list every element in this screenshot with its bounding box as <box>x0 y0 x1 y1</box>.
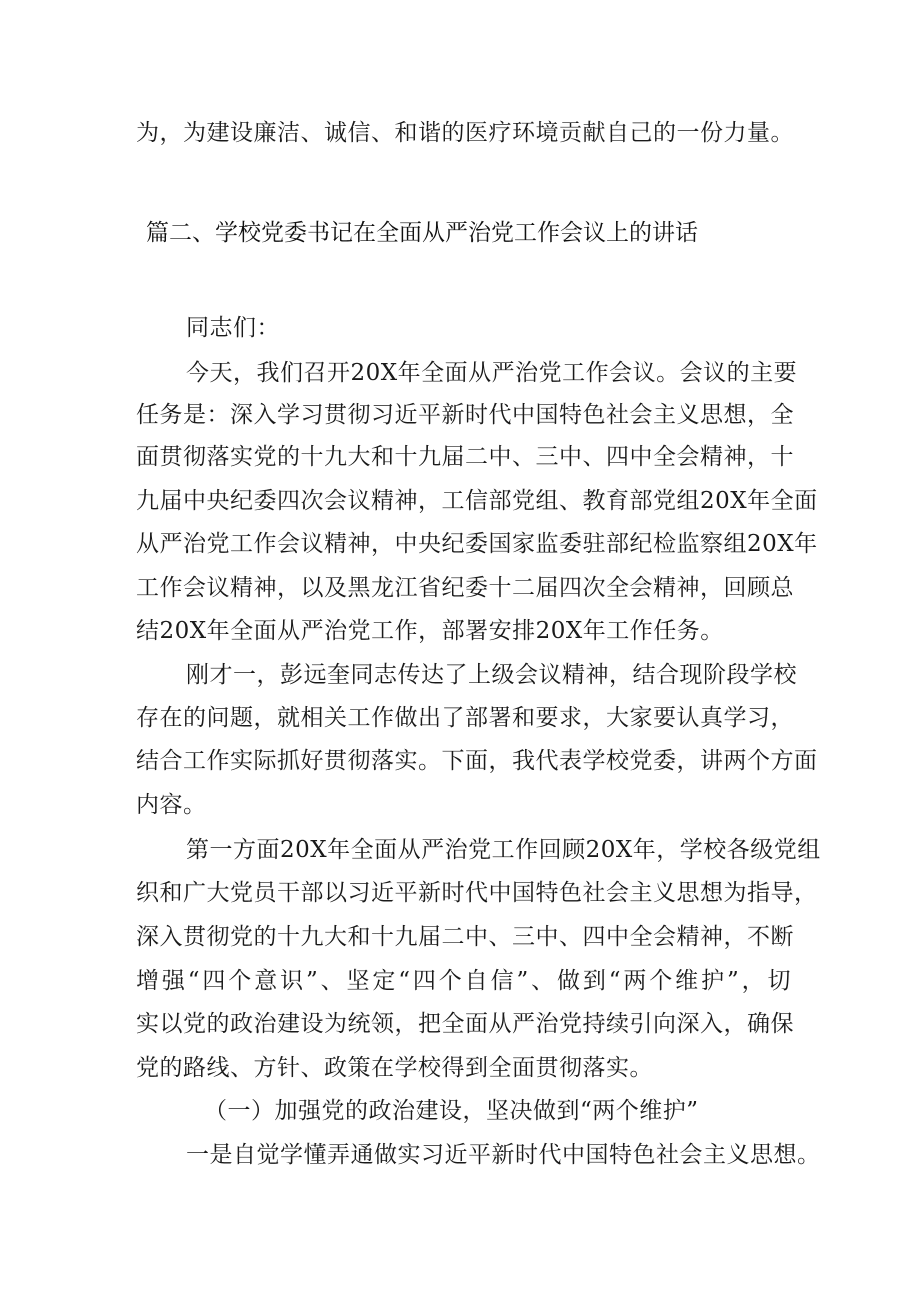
paragraph-line: 面贯彻落实党的十九大和十九届二中、三中、四中全会精神，十 <box>136 444 794 470</box>
paragraph-line: 内容。 <box>136 792 207 818</box>
paragraph-line: 工作会议精神，以及黑龙江省纪委十二届四次全会精神，回顾总 <box>136 575 794 601</box>
paragraph-line: 结20X年全面从严治党工作，部署安排20X年工作任务。 <box>136 618 724 644</box>
paragraph-line: 党的路线、方针、政策在学校得到全面贯彻落实。 <box>136 1055 653 1081</box>
paragraph-line: 从严治党工作会议精神，中央纪委国家监委驻部纪检监察组20X年 <box>136 531 818 557</box>
paragraph-line: 深入贯彻党的十九大和十九届二中、三中、四中全会精神，不断 <box>136 924 794 950</box>
continued-text-line: 为，为建设廉洁、诚信、和谐的医疗环境贡献自己的一份力量。 <box>136 120 794 146</box>
paragraph-line: 一是自觉学懂弄通做实习近平新时代中国特色社会主义思想。 <box>186 1142 821 1168</box>
paragraph-line: 结合工作实际抓好贯彻落实。下面，我代表学校党委，讲两个方面 <box>136 748 818 774</box>
paragraph-line: 刚才一，彭远奎同志传达了上级会议精神，结合现阶段学校 <box>186 662 797 688</box>
paragraph-line: 第一方面20X年全面从严治党工作回顾20X年，学校各级党组 <box>186 837 821 863</box>
salutation: 同志们： <box>186 315 280 341</box>
paragraph-line: 今天，我们召开20X年全面从严治党工作会议。会议的主要 <box>186 360 798 386</box>
paragraph-line: 存在的问题，就相关工作做出了部署和要求，大家要认真学习， <box>136 705 794 731</box>
paragraph-line: 织和广大党员干部以习近平新时代中国特色社会主义思想为指导， <box>136 880 818 906</box>
subsection-heading: （一）加强党的政治建设，坚决做到“两个维护” <box>204 1098 699 1124</box>
paragraph-line: 任务是：深入学习贯彻习近平新时代中国特色社会主义思想，全 <box>136 402 794 428</box>
section-heading: 篇二、学校党委书记在全面从严治党工作会议上的讲话 <box>146 220 698 246</box>
paragraph-line: 增强“四个意识”、坚定“四个自信”、做到“两个维护”，切 <box>136 968 791 994</box>
paragraph-line: 九届中央纪委四次会议精神，工信部党组、教育部党组20X年全面 <box>136 488 818 514</box>
paragraph-line: 实以党的政治建设为统领，把全面从严治党持续引向深入，确保 <box>136 1011 794 1037</box>
